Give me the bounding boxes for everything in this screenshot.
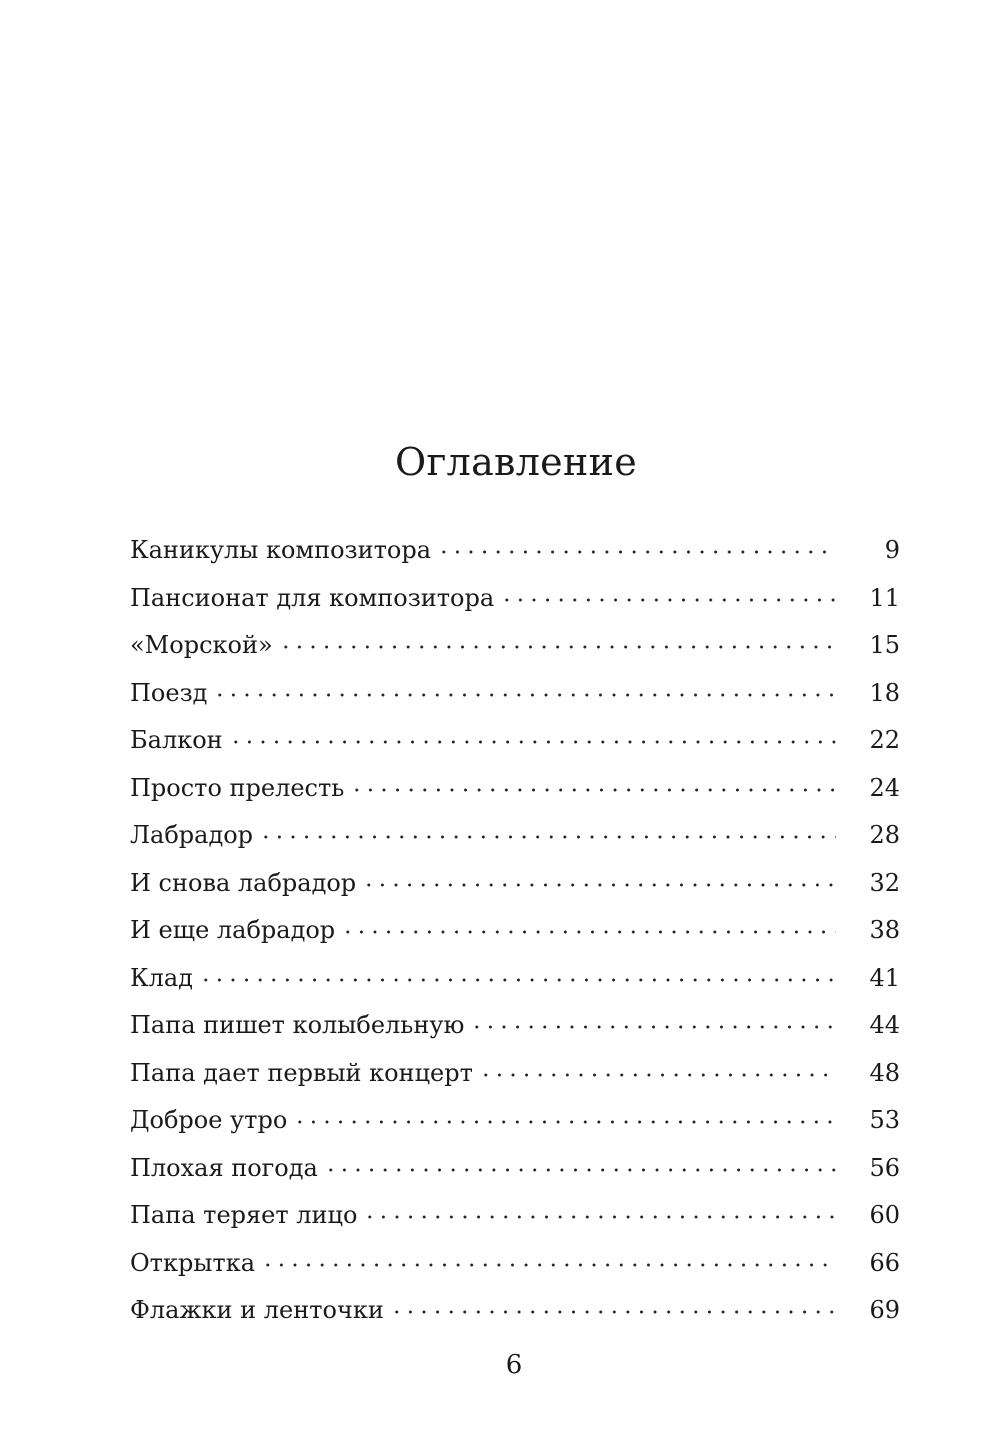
toc-entry-page: 69	[869, 1296, 900, 1324]
toc-entry	[130, 860, 900, 908]
toc-entry-title: Папа теряет лицо	[130, 1201, 358, 1229]
toc-entry-page: 48	[869, 1058, 900, 1087]
toc-entry-page: 22	[869, 726, 900, 754]
toc-entry-title: Пансионат для композитора	[130, 583, 495, 612]
dot-leader	[350, 772, 836, 796]
toc-entry-page: 9	[884, 536, 900, 564]
page-title: Оглавление	[394, 440, 638, 484]
toc-entry	[130, 1192, 900, 1240]
toc-entry-page: 66	[869, 1248, 900, 1277]
dot-leader	[363, 1199, 836, 1223]
toc-entry-page: 18	[869, 678, 900, 707]
toc-entry-title: Клад	[130, 963, 193, 992]
toc-entry-title: И снова лабрадор	[130, 868, 357, 897]
dot-leader	[470, 1009, 836, 1033]
toc-entry-page: 41	[869, 963, 900, 992]
toc-entry	[130, 1240, 900, 1288]
dot-leader	[261, 1247, 836, 1271]
toc-entry	[130, 670, 900, 718]
toc-entry-page: 15	[869, 631, 900, 659]
dot-leader	[324, 1152, 836, 1176]
toc-entry-page: 38	[869, 916, 900, 944]
dot-leader	[341, 914, 836, 938]
toc-entry	[130, 765, 900, 813]
toc-entry-title: Балкон	[130, 726, 223, 754]
dot-leader	[259, 819, 836, 843]
toc-entry-title: Поезд	[130, 678, 208, 707]
toc-entry-page: 44	[869, 1011, 900, 1039]
toc-entry	[130, 717, 900, 765]
toc-entry-title: Папа дает первый концерт	[130, 1058, 473, 1087]
toc-entry	[130, 575, 900, 623]
dot-leader	[279, 629, 836, 653]
toc-entry	[130, 1145, 900, 1193]
toc-entry	[130, 907, 900, 955]
dot-leader	[500, 582, 836, 606]
toc-entry	[130, 1002, 900, 1050]
dot-leader	[437, 534, 836, 558]
toc-entry-page: 53	[869, 1106, 900, 1134]
dot-leader	[362, 867, 836, 891]
toc-entry-page: 56	[869, 1153, 900, 1182]
toc-entry-page: 11	[869, 583, 900, 612]
dot-leader	[229, 724, 836, 748]
toc-entry-title: Просто прелесть	[130, 773, 345, 802]
toc-entry-title: Доброе утро	[130, 1106, 288, 1134]
dot-leader	[479, 1057, 836, 1081]
toc-entry	[130, 527, 900, 575]
toc-entry-title: Папа пишет колыбельную	[130, 1011, 465, 1039]
toc-entry-title: Плохая погода	[130, 1153, 318, 1182]
table-of-contents	[130, 527, 900, 1335]
toc-entry-title: И еще лабрадор	[130, 916, 336, 944]
toc-entry	[130, 812, 900, 860]
toc-entry-title: «Морской»	[130, 631, 273, 659]
toc-entry	[130, 1050, 900, 1098]
toc-entry	[130, 1287, 900, 1335]
toc-entry	[130, 622, 900, 670]
page-number: 6	[505, 1350, 523, 1380]
toc-entry-page: 60	[869, 1201, 900, 1229]
dot-leader	[213, 677, 836, 701]
dot-leader	[293, 1104, 836, 1128]
toc-entry-page: 24	[869, 773, 900, 802]
toc-entry-page: 32	[869, 868, 900, 897]
toc-entry	[130, 955, 900, 1003]
toc-entry	[130, 1097, 900, 1145]
toc-entry-title: Каникулы композитора	[130, 536, 432, 564]
toc-entry-title: Флажки и ленточки	[130, 1296, 384, 1324]
dot-leader	[390, 1294, 836, 1318]
toc-entry-page: 28	[869, 821, 900, 849]
dot-leader	[199, 962, 836, 986]
toc-entry-title: Лабрадор	[130, 821, 254, 849]
toc-entry-title: Открытка	[130, 1248, 256, 1277]
